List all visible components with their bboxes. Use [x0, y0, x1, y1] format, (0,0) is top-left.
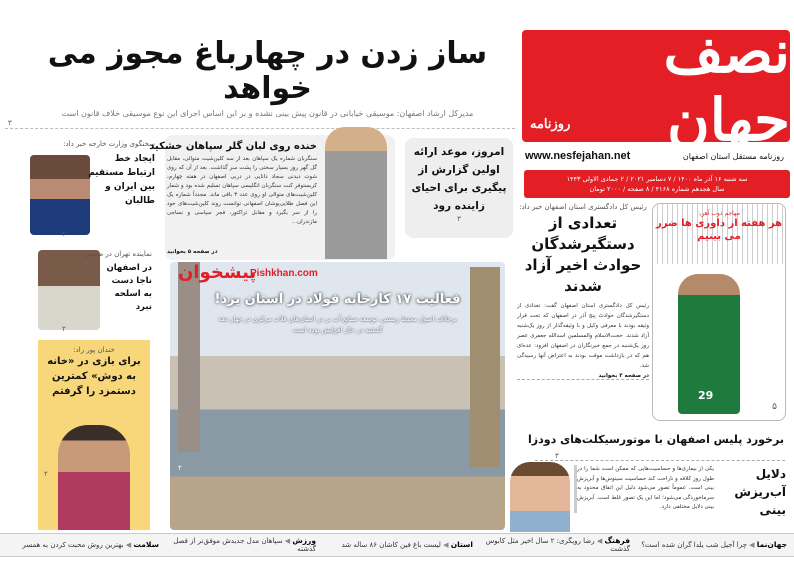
page-ref: ۲ — [62, 230, 66, 238]
story-zayandeh[interactable] — [405, 138, 513, 238]
story-body: رئیس کل دادگستری استان اصفهان گفت: تعدادی از دستگیرشدگان حوادث پنج آذر در اصفهان که تحت قرار وثیقه بودند با معرفی وکیل و با وثیقه‌گذار از روز یک‌شنبه آزاد شدند. حجت‌الاسلام والمسلمین اسدالله جعفری عصر روز یک‌شنبه در جمع خبرنگاران در اصفهان افزود: عده‌ای هم که در بازداشت موقت بودند به اعتراض آنها رسیدگی شد. — [517, 303, 649, 369]
kicker: نماینده تهران در مجلس: — [81, 250, 152, 258]
continue-link[interactable]: در صفحه ۵ بخوانید — [167, 249, 218, 255]
story-title: فعالیت ۱۷ کارخانه فولاد در استان یزد! — [214, 292, 461, 307]
arrow-icon: ◀ — [596, 536, 603, 545]
story-title: خنده روی لبان گلر سپاهان خشکید — [149, 141, 317, 152]
arrow-icon: ◀ — [443, 540, 449, 549]
page-ref: ۲ — [178, 464, 182, 472]
story-khatibzadeh[interactable] — [0, 130, 160, 240]
date-bar — [524, 170, 790, 198]
footer-teaser[interactable] — [476, 537, 633, 554]
page-ref: ۳ — [555, 452, 559, 460]
kicker: خندان پور راد: — [73, 346, 115, 354]
footer-teaser[interactable] — [319, 541, 476, 550]
date-line: سه شنبه ۱۶ آذر ماه ۱۴۰۰ / ۷ دسامبر ۲۰۲۱ / ۲ جمادی الاولی ۱۴۴۳ — [566, 175, 748, 183]
footer-item[interactable]: رضا رویگری: ۲ سال اخیر مثل کابوس گذشت — [485, 536, 630, 553]
watermark-url: Pishkhan.com — [250, 268, 318, 279]
portrait-photo — [38, 250, 100, 330]
story-title: برای بازی در «خانه به دوش» کمترین دستمزد را گرفتم — [47, 356, 141, 397]
footer-section[interactable]: فرهنگ — [604, 535, 630, 545]
chimney-image — [178, 262, 200, 452]
story-sepahan[interactable] — [149, 135, 395, 260]
logo-subtitle: روزنامه — [530, 117, 571, 132]
goalkeeper-photo — [325, 127, 387, 259]
continue-link[interactable]: در صفحه ۳ بخوانید — [517, 373, 649, 380]
tagline: روزنامه مستقل استان اصفهان — [682, 152, 784, 161]
arrow-icon: ◀ — [125, 540, 132, 549]
issue-line: سال هجدهم شماره ۴۱۶۸ / ۸ صفحه / ۲۰۰۰ تومان — [589, 185, 725, 193]
story-title: دلایل آب‌ریزش بینی — [734, 467, 786, 517]
story-title: امروز، موعد ارائه اولین گزارش از پیگیری برای احیای زاینده رود — [411, 146, 507, 212]
story-title: هر هفته از داوری ها ضرر می بینیم — [655, 218, 783, 242]
footer-section[interactable]: سلامت — [133, 539, 159, 549]
lead-subline: مدیرکل ارشاد اصفهان: موسیقی خیابانی در قانون پیش بینی نشده و بر این اساس اجرای این نوع موسیقی خلاف قانون است — [61, 109, 474, 118]
title-panel — [653, 204, 785, 264]
story-player[interactable] — [652, 203, 786, 421]
footer-teasers — [0, 533, 794, 557]
story-nose[interactable] — [510, 462, 790, 532]
website-url[interactable]: www.nesfejahan.net — [525, 150, 631, 162]
divider — [535, 460, 785, 461]
story-body: سنگربان شماره یک سپاهان بعد از سه کلین‌شیت متوالی، مقابل گل گهر روز بسیار سختی را پشت سر گذاشت. بعد از آن که روی شوت دیدنی سجاد دانایی در دربی اصفهان در هفته چهارم، کریستوفر کنت سنگربان انگلیسی سپاهان تسلیم شده بود و شمار کلین‌شیت‌های متوالی او روی عدد ۳ باقی ماند. مجدداً شماره یک این فصل طلایی‌پوشان اصفهانی توانست روند کلین‌شیت‌های خود را از سر بگیرد و مقابل تراکتور، فجر سپاسی و نساجی مازندران... — [167, 156, 317, 225]
footer-section[interactable]: جهان‌نما — [756, 539, 787, 549]
lead-headline[interactable]: ساز زدن در چهارباغ مجوز می خواهد — [47, 36, 488, 106]
story-majlis[interactable] — [0, 245, 160, 335]
story-subtitle: برخلاف اصول محیط زیستی، توسعه صنایع آب بر در استان‌های فلات مرکزی در چهار دهه گذشته در حال افزایش بوده است — [218, 315, 457, 334]
logo-text: نصف جهان — [663, 18, 790, 154]
tower-image — [470, 267, 500, 467]
story-title: در اصفهان ناجا دست به اسلحه نبرد — [106, 263, 152, 312]
footer-teaser[interactable] — [162, 537, 319, 554]
story-body: یکی از بیماری‌ها و حساسیت‌هایی که ممکن است شما را در طول روز کلافه و ناراحت کند حساسیت سینوس‌ها و آبریزش بینی است. عموماً تصور می‌شود دلیل این اتفاق محدود به سرماخوردگی می‌شود؛ اما این یک تصور غلط است. آبریزش بینی دلایل مختلفی دارد. — [574, 465, 714, 513]
player-photo — [678, 274, 740, 414]
page-ref: ۲ — [44, 470, 48, 478]
portrait-photo — [30, 155, 90, 235]
actor-photo — [58, 425, 130, 530]
footer-item[interactable]: بهترین روش محبت کردن به همسر — [22, 540, 124, 549]
footer-item[interactable]: لیست باغ فین کاشان ۸۶ ساله شد — [341, 540, 441, 549]
story-khandan[interactable] — [38, 340, 150, 530]
sneezing-man-photo — [510, 462, 570, 532]
footer-section[interactable]: استان — [450, 539, 473, 549]
footer-teaser[interactable] — [633, 541, 790, 550]
page-ref: ۳ — [8, 119, 12, 127]
footer-teaser[interactable] — [5, 541, 162, 550]
page-ref: ۵ — [772, 402, 777, 412]
watermark-logo: پیشخوان — [178, 262, 257, 283]
footer-item[interactable]: چرا آجیل شب یلدا گران شده است؟ — [641, 540, 747, 549]
story-steel[interactable] — [170, 262, 505, 530]
story-court[interactable] — [517, 203, 649, 423]
footer-section[interactable]: ورزش — [292, 535, 316, 545]
jersey-number: 29 — [698, 389, 714, 402]
kicker: مهاجم ذوب آهن: — [698, 210, 740, 217]
kicker: رئیس کل دادگستری استان اصفهان خبر داد: — [519, 203, 647, 211]
divider — [5, 128, 515, 129]
story-police[interactable]: برخورد پلیس اصفهان با موتورسیکلت‌های دودزا — [528, 433, 784, 446]
page-ref: ۳ — [457, 215, 461, 223]
arrow-icon: ◀ — [749, 540, 755, 549]
newspaper-logo — [522, 18, 790, 154]
kicker: سخنگوی وزارت خارجه خبر داد: — [63, 140, 155, 148]
arrow-icon: ◀ — [284, 536, 291, 545]
story-title: تعدادی از دستگیرشدگان حوادث اخیر آزاد شدند — [524, 214, 642, 295]
page-ref: ۲ — [62, 325, 66, 333]
story-title: ایجاد خط ارتباط مستقیم بین ایران و طالبان — [88, 154, 155, 206]
footer-item[interactable]: سپاهان مدل جدیدش موفق‌تر از فصل گذشته — [173, 536, 316, 553]
